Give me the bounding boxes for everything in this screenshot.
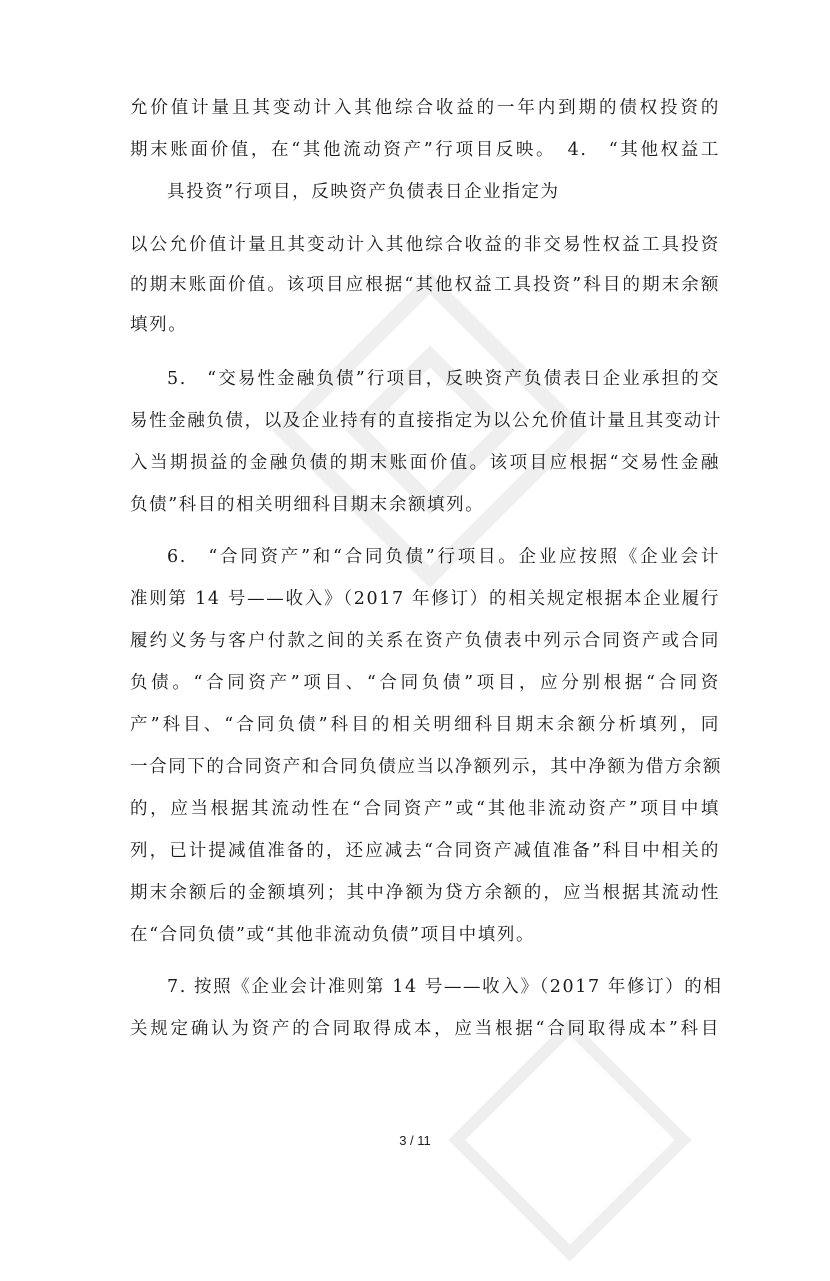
text-line: 准则第 14 号——收入》（2017 年修订）的相关规定根据本企业履行: [130, 589, 720, 609]
page-number: 3 / 11: [399, 1133, 431, 1148]
text-line: 5. “交易性金融负债”行项目，反映资产负债表日企业承担的交: [167, 369, 720, 389]
text-line: 产”科目、“合同负债”科目的相关明细科目期末余额分析填列，同: [130, 715, 720, 735]
text-line: 填列。: [130, 315, 188, 335]
text-line: 在“合同负债”或“其他非流动负债”项目中填列。: [130, 925, 536, 945]
text-line: 负债。“合同资产”项目、“合同负债”项目，应分别根据“合同资: [130, 673, 720, 693]
text-line: 的，应当根据其流动性在“合同资产”或“其他非流动资产”项目中填: [130, 799, 720, 819]
text-line: 负债”科目的相关明细科目期末余额填列。: [130, 495, 485, 515]
text-line: 具投资”行项目，反映资产负债表日企业指定为: [167, 182, 560, 202]
text-line: 期末账面价值，在“其他流动资产”行项目反映。 4. “其他权益工: [130, 140, 720, 160]
text-line: 易性金融负债，以及企业持有的直接指定为以公允价值计量且其变动计: [130, 411, 723, 431]
text-line: 以公允价值计量且其变动计入其他综合收益的非交易性权益工具投资: [130, 235, 720, 255]
text-line: 6. “合同资产”和“合同负债”行项目。企业应按照《企业会计: [167, 547, 720, 567]
text-line: 履约义务与客户付款之间的关系在资产负债表中列示合同资产或合同: [130, 631, 720, 651]
text-line: 7. 按照《企业会计准则第 14 号——收入》（2017 年修订）的相: [167, 977, 723, 997]
text-line: 期末余额后的金额填列；其中净额为贷方余额的，应当根据其流动性: [130, 883, 720, 903]
text-line: 允价值计量且其变动计入其他综合收益的一年内到期的债权投资的: [130, 98, 720, 118]
text-line: 入当期损益的金融负债的期末账面价值。该项目应根据“交易性金融: [130, 453, 720, 473]
text-line: 列，已计提减值准备的，还应减去“合同资产减值准备”科目中相关的: [130, 841, 720, 861]
text-line: 的期末账面价值。该项目应根据“其他权益工具投资”科目的期末余额: [130, 275, 720, 295]
text-line: 一合同下的合同资产和合同负债应当以净额列示，其中净额为借方余额: [130, 757, 723, 777]
text-line: 关规定确认为资产的合同取得成本，应当根据“合同取得成本”科目: [130, 1019, 720, 1039]
